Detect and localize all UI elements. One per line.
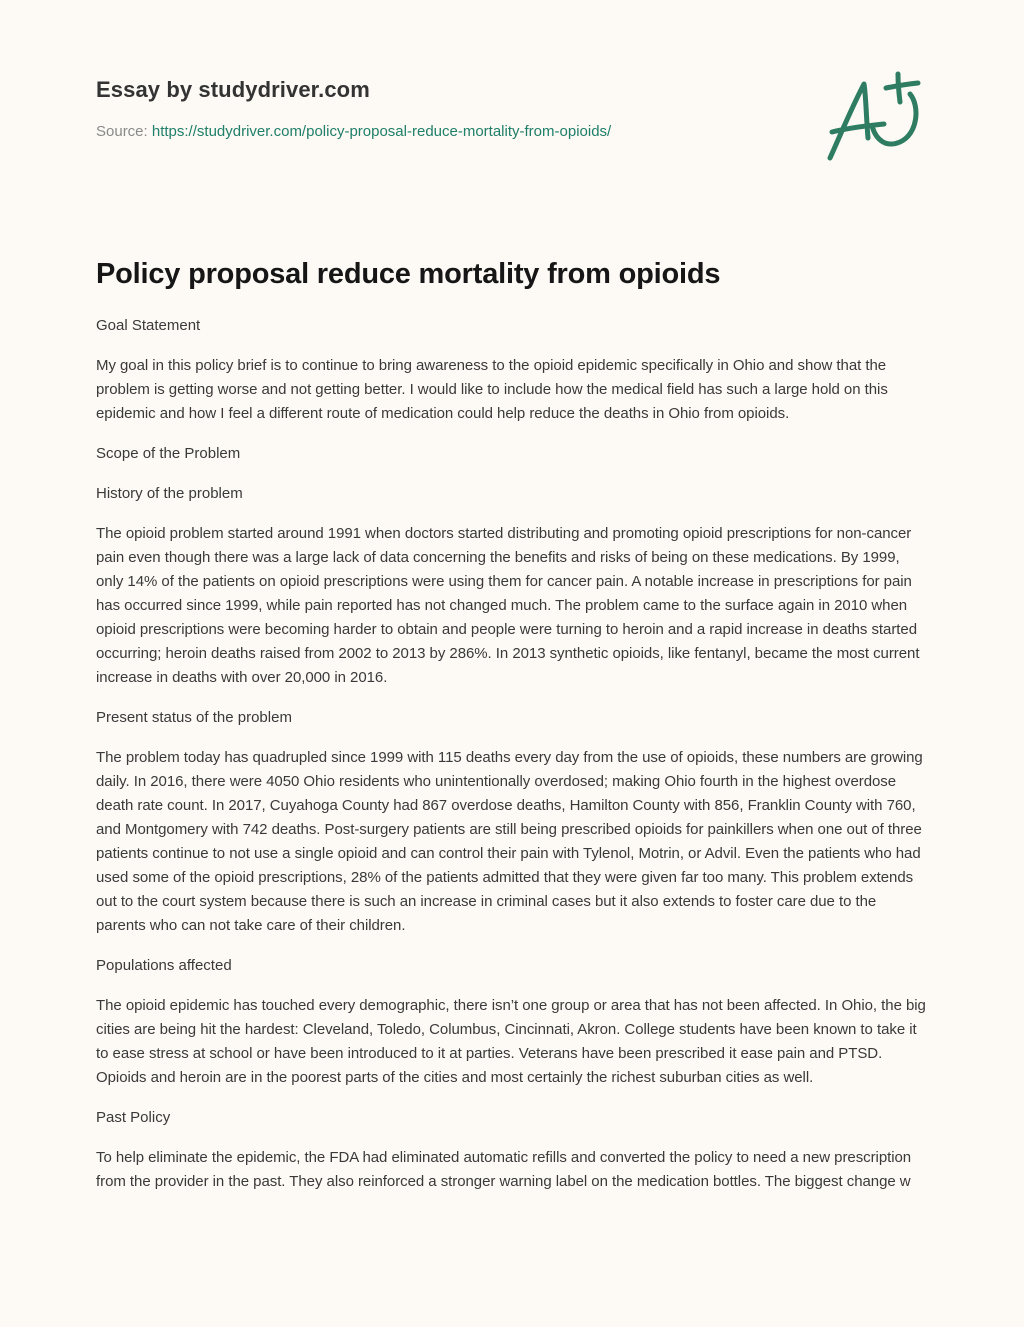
- section-heading-past-policy: Past Policy: [96, 1109, 171, 1126]
- section-heading-scope: Scope of the Problem: [96, 445, 241, 462]
- paragraph-goal-statement: My goal in this policy brief is to continue to bring awareness to the opioid epidemic specifically in Ohio and show that the problem is getting worse and not getting better. I would like to include how the medical field has such a large hold on this epidemic and how I feel a different route of medication could help reduce the deaths in Ohio from opioids.: [96, 357, 888, 422]
- source-link[interactable]: https://studydriver.com/policy-proposal-reduce-mortality-from-opioids/: [151, 123, 612, 140]
- section-heading-history: History of the problem: [96, 485, 243, 502]
- a-plus-grade-icon: [820, 66, 930, 166]
- paragraph-past-policy: To help eliminate the epidemic, the FDA had eliminated automatic refills and converted the policy to need a new prescription from the provider in the past. They also reinforced a stronger warning label on the medication bottles. The biggest change w: [96, 1149, 912, 1190]
- section-heading-populations: Populations affected: [96, 957, 232, 974]
- page-title: Policy proposal reduce mortality from opioids: [96, 258, 721, 290]
- paragraph-history: The opioid problem started around 1991 when doctors started distributing and promoting opioid prescriptions for non-cancer pain even though there was a large lack of data concerning the benefits and risks of being on these medications. By 1999, only 14% of the patients on opioid prescriptions were using them for cancer pain. A notable increase in prescriptions for pain has occurred since 1999, while pain reported has not changed much. The problem came to the surface again in 2010 when opioid prescriptions were becoming harder to obtain and people were turning to heroin and a rapid increase in deaths started occurring; heroin deaths raised from 2002 to 2013 by 286%. In 2013 synthetic opioids, like fentanyl, became the most current increase in deaths with over 20,000 in 2016.: [96, 525, 920, 686]
- essay-body: [96, 254, 928, 1194]
- source-label: Source:: [96, 123, 148, 140]
- section-heading-present-status: Present status of the problem: [96, 709, 292, 726]
- source-line: [96, 122, 796, 142]
- page-header: [96, 74, 796, 142]
- paragraph-populations: The opioid epidemic has touched every demographic, there isn’t one group or area that has not been affected. In Ohio, the big cities are being hit the hardest: Cleveland, Toledo, Columbus, Cincinnati, Akron. College students have been known to take it to ease stress at school or have been introduced to it at parties. Veterans have been prescribed it ease pain and PTSD. Opioids and heroin are in the poorest parts of the cities and most certainly the richest suburban cities as well.: [96, 997, 926, 1086]
- paragraph-present-status: The problem today has quadrupled since 1999 with 115 deaths every day from the use of opioids, these numbers are growing daily. In 2016, there were 4050 Ohio residents who unintentionally overdosed; making Ohio fourth in the highest overdose death rate count. In 2017, Cuyahoga County had 867 overdose deaths, Hamilton County with 856, Franklin County with 760, and Montgomery with 742 deaths. Post-surgery patients are still being prescribed opioids for painkillers when one out of three patients continue to not use a single opioid and can control their pain with Tylenol, Motrin, or Advil. Even the patients who had used some of the opioid prescriptions, 28% of the patients admitted that they were given far too many. This problem extends out to the court system because there is such an increase in criminal cases but it also extends to foster care due to the parents who can not take care of their children.: [96, 749, 923, 934]
- brand-title: Essay by studydriver.com: [96, 77, 370, 102]
- section-heading-goal-statement: Goal Statement: [96, 317, 201, 334]
